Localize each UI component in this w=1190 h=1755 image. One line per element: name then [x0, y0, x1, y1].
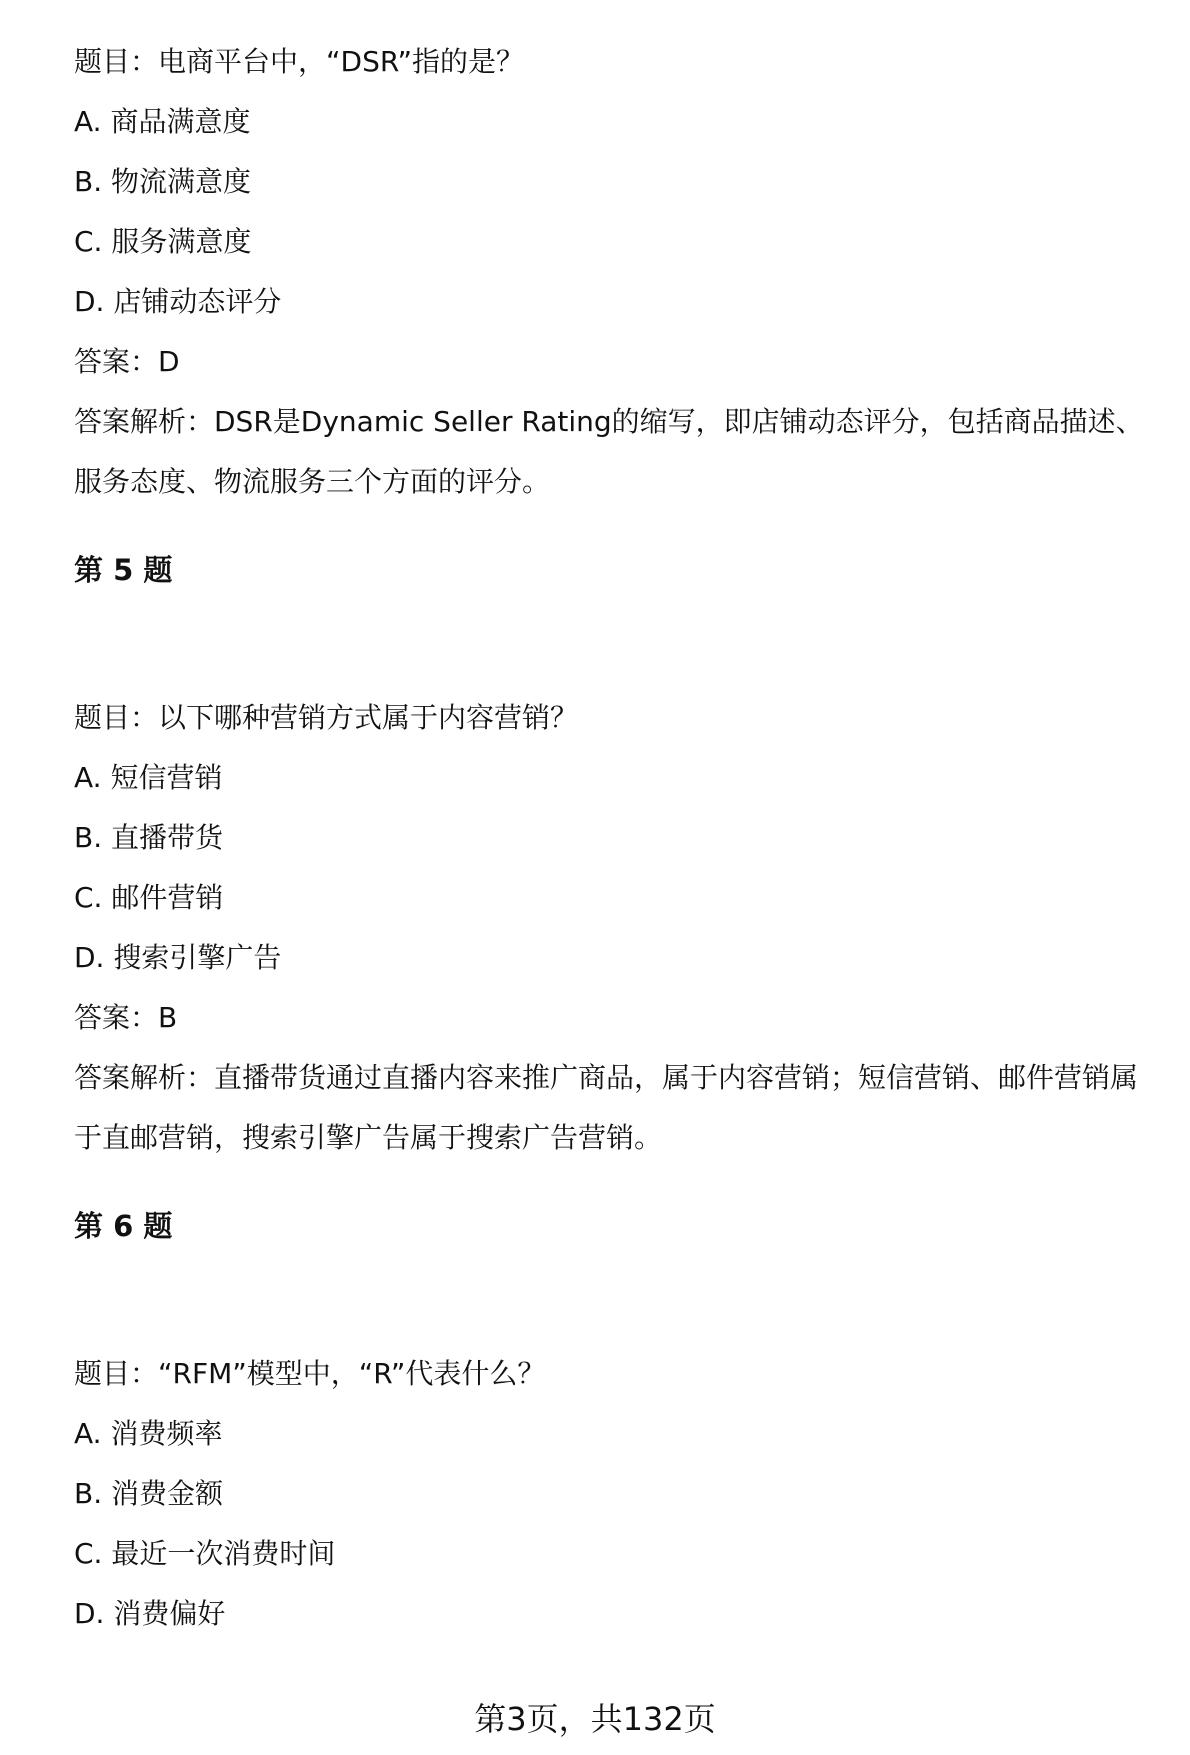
- question-4-option-d: D. 店铺动态评分: [74, 285, 282, 318]
- question-6-text: 题目：“RFM”模型中，“R”代表什么？: [74, 1357, 546, 1390]
- question-5-explanation: 答案解析：直播带货通过直播内容来推广商品，属于内容营销；短信营销、邮件营销属于直邮营销，搜索引擎广告属于搜索广告营销。: [74, 1061, 1139, 1154]
- question-6-heading: 第 6 题: [74, 1209, 173, 1243]
- question-5-option-a: A. 短信营销: [74, 761, 223, 794]
- question-4-option-c: C. 服务满意度: [74, 225, 252, 258]
- question-6-option-a: A. 消费频率: [74, 1417, 223, 1450]
- question-5-answer: 答案：B: [74, 1001, 178, 1034]
- question-4-option-b: B. 物流满意度: [74, 165, 252, 198]
- question-6-option-c: C. 最近一次消费时间: [74, 1537, 336, 1570]
- question-4-answer: 答案：D: [74, 345, 180, 378]
- question-5-text: 题目：以下哪种营销方式属于内容营销？: [74, 701, 579, 734]
- page-content: [74, 44, 1154, 1656]
- question-5-heading: 第 5 题: [74, 553, 173, 587]
- question-4-explanation: 答案解析：DSR是Dynamic Seller Rating的缩写，即店铺动态评分，包括商品描述、服务态度、物流服务三个方面的评分。: [74, 405, 1144, 498]
- question-5-option-d: D. 搜索引擎广告: [74, 941, 282, 974]
- question-4-option-a: A. 商品满意度: [74, 105, 251, 138]
- question-5-option-c: C. 邮件营销: [74, 881, 224, 914]
- question-6-option-d: D. 消费偏好: [74, 1597, 226, 1630]
- page-number-footer: 第3页，共132页: [474, 1700, 716, 1738]
- question-4-text: 题目：电商平台中，“DSR”指的是？: [74, 45, 525, 78]
- question-5-option-b: B. 直播带货: [74, 821, 224, 854]
- question-6-option-b: B. 消费金额: [74, 1477, 224, 1510]
